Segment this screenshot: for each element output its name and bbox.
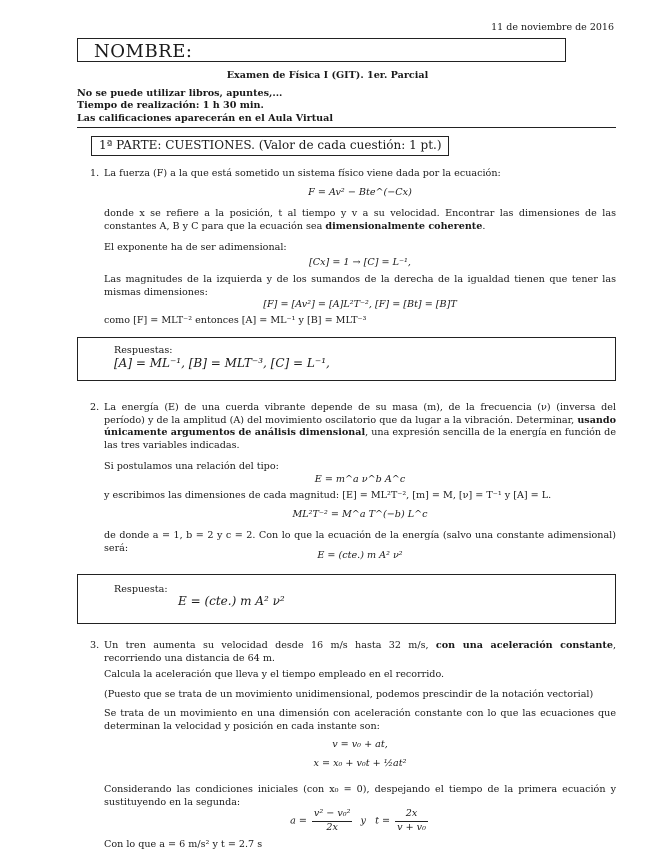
instructions xyxy=(77,88,333,125)
answer-label: Respuesta: xyxy=(114,584,168,595)
q1-text2: Las magnitudes de la izquierda y de los sumandos de la derecha de la igualdad tienen que tener las mismas dimensiones: xyxy=(104,274,616,298)
q2-statement-bold: usando únicamente argumentos de análisis dimensional xyxy=(104,414,616,439)
q2-eq1: E = m^a ν^b A^c xyxy=(314,474,406,485)
q1-statement-text: donde x se refiere a la posición, t al tiempo y v a su velocidad. Encontrar las dimensiones de las constantes A, B y C para que la ecuación sea xyxy=(104,208,616,232)
q1-eq1: F = Av² − Bte^(−Cx) xyxy=(308,187,412,198)
q3-eq3-a: a = xyxy=(290,815,310,827)
exam-title: Examen de Física I (GIT). 1er. Parcial xyxy=(226,70,429,81)
name-field-box xyxy=(77,38,566,62)
exam-date: 11 de noviembre de 2016 xyxy=(491,22,614,33)
q3-text1: Calcula la aceleración que lleva y el tiempo empleado en el recorrido. xyxy=(104,669,445,680)
question-number: 2. xyxy=(90,402,100,413)
q2-text1: Si postulamos una relación del tipo: xyxy=(104,461,279,472)
q3-statement-bold: con una aceleración constante xyxy=(435,640,613,651)
fraction xyxy=(312,808,353,834)
q3-eq3-mid: y t = xyxy=(354,815,394,827)
answer-label: Respuestas: xyxy=(114,345,173,356)
question-2 xyxy=(90,402,616,572)
q2-eq3: E = (cte.) m A² ν² xyxy=(317,550,403,561)
fraction-numerator: v² − v₀² xyxy=(312,808,353,822)
q2-eq2: ML²T⁻² = M^a T^(−b) L^c xyxy=(292,509,428,520)
fraction xyxy=(395,808,428,834)
q3-eq1: v = v₀ + at, xyxy=(332,739,388,750)
q3-text3: Se trata de un movimiento en una dimensión con aceleración constante con lo que las ecuaciones que determinan la velocidad y posición en cada instante son: xyxy=(104,708,616,732)
q3-text2: (Puesto que se trata de un movimiento unidimensional, podemos prescindir de la notación vectorial) xyxy=(104,689,594,700)
q3-eq2: x = x₀ + v₀t + ½at² xyxy=(313,758,407,769)
divider xyxy=(77,127,616,128)
q2-text2: y escribimos las dimensiones de cada magnitud: [E] = ML²T⁻², [m] = M, [ν] = T⁻¹ y [A] = L. xyxy=(104,490,552,501)
q3-statement-text: Un tren aumenta su velocidad desde 16 m/s hasta 32 m/s, xyxy=(104,640,436,651)
q1-statement-end: . xyxy=(482,220,486,232)
q2-text3: de donde a = 1, b = 2 y c = 2. Con lo que la ecuación de la energía (salvo una constante adimensional) será: xyxy=(104,530,616,554)
fraction-denominator: v + v₀ xyxy=(397,821,426,833)
answer-box-2 xyxy=(77,574,616,624)
q1-eq3: [F] = [Av²] = [A]L²T⁻², [F] = [Bt] = [B]T xyxy=(263,299,457,310)
answer-box-1 xyxy=(77,337,616,381)
q1-exponent-text: El exponente ha de ser adimensional: xyxy=(104,242,287,253)
question-number: 1. xyxy=(90,168,100,179)
q2-statement-end: , una expresión sencilla de la energía en función de las tres variables indicadas. xyxy=(104,427,616,451)
name-label: NOMBRE: xyxy=(94,41,193,62)
question-number: 3. xyxy=(90,640,100,651)
q2-statement-text: La energía (E) de una cuerda vibrante depende de su masa (m), de la frecuencia (ν) (inversa del período) y de la amplitud (A) del movimiento oscilatorio que da lugar a la vibración. Determinar, xyxy=(104,402,616,426)
instruction-line: Tiempo de realización: 1 h 30 min. xyxy=(77,100,264,112)
q3-text4: Considerando las condiciones iniciales (con x₀ = 0), despejando el tiempo de la primera ecuación y sustituyendo en la segunda: xyxy=(104,784,616,808)
part-heading: 1ª PARTE: CUESTIONES. (Valor de cada cuestión: 1 pt.) xyxy=(91,136,449,156)
question-3 xyxy=(90,640,616,850)
fraction-denominator: 2x xyxy=(326,821,338,833)
q2-statement xyxy=(104,402,616,453)
q1-statement xyxy=(104,208,616,233)
q1-intro: La fuerza (F) a la que está sometido un sistema físico viene dada por la ecuación: xyxy=(104,168,501,179)
q3-statement xyxy=(104,640,616,665)
instruction-line: No se puede utilizar libros, apuntes,... xyxy=(77,88,283,99)
instruction-line: Las calificaciones aparecerán en el Aula Virtual xyxy=(77,112,333,124)
q3-statement-end: , recorriendo una distancia de 64 m. xyxy=(104,640,617,664)
q3-text5: Con lo que a = 6 m/s² y t = 2.7 s xyxy=(104,839,263,850)
q1-text3: como [F] = MLT⁻² entonces [A] = ML⁻¹ y [B] = MLT⁻³ xyxy=(104,315,367,326)
q3-eq3 xyxy=(104,808,616,834)
question-1 xyxy=(90,168,616,328)
answer-value: E = (cte.) m A² ν² xyxy=(178,594,285,608)
q1-statement-bold: dimensionalmente coherente xyxy=(325,220,483,232)
answer-value: [A] = ML⁻¹, [B] = MLT⁻³, [C] = L⁻¹, xyxy=(114,356,330,370)
fraction-numerator: 2x xyxy=(395,808,428,822)
q1-eq2: [Cx] = 1 → [C] = L⁻¹, xyxy=(309,257,411,268)
